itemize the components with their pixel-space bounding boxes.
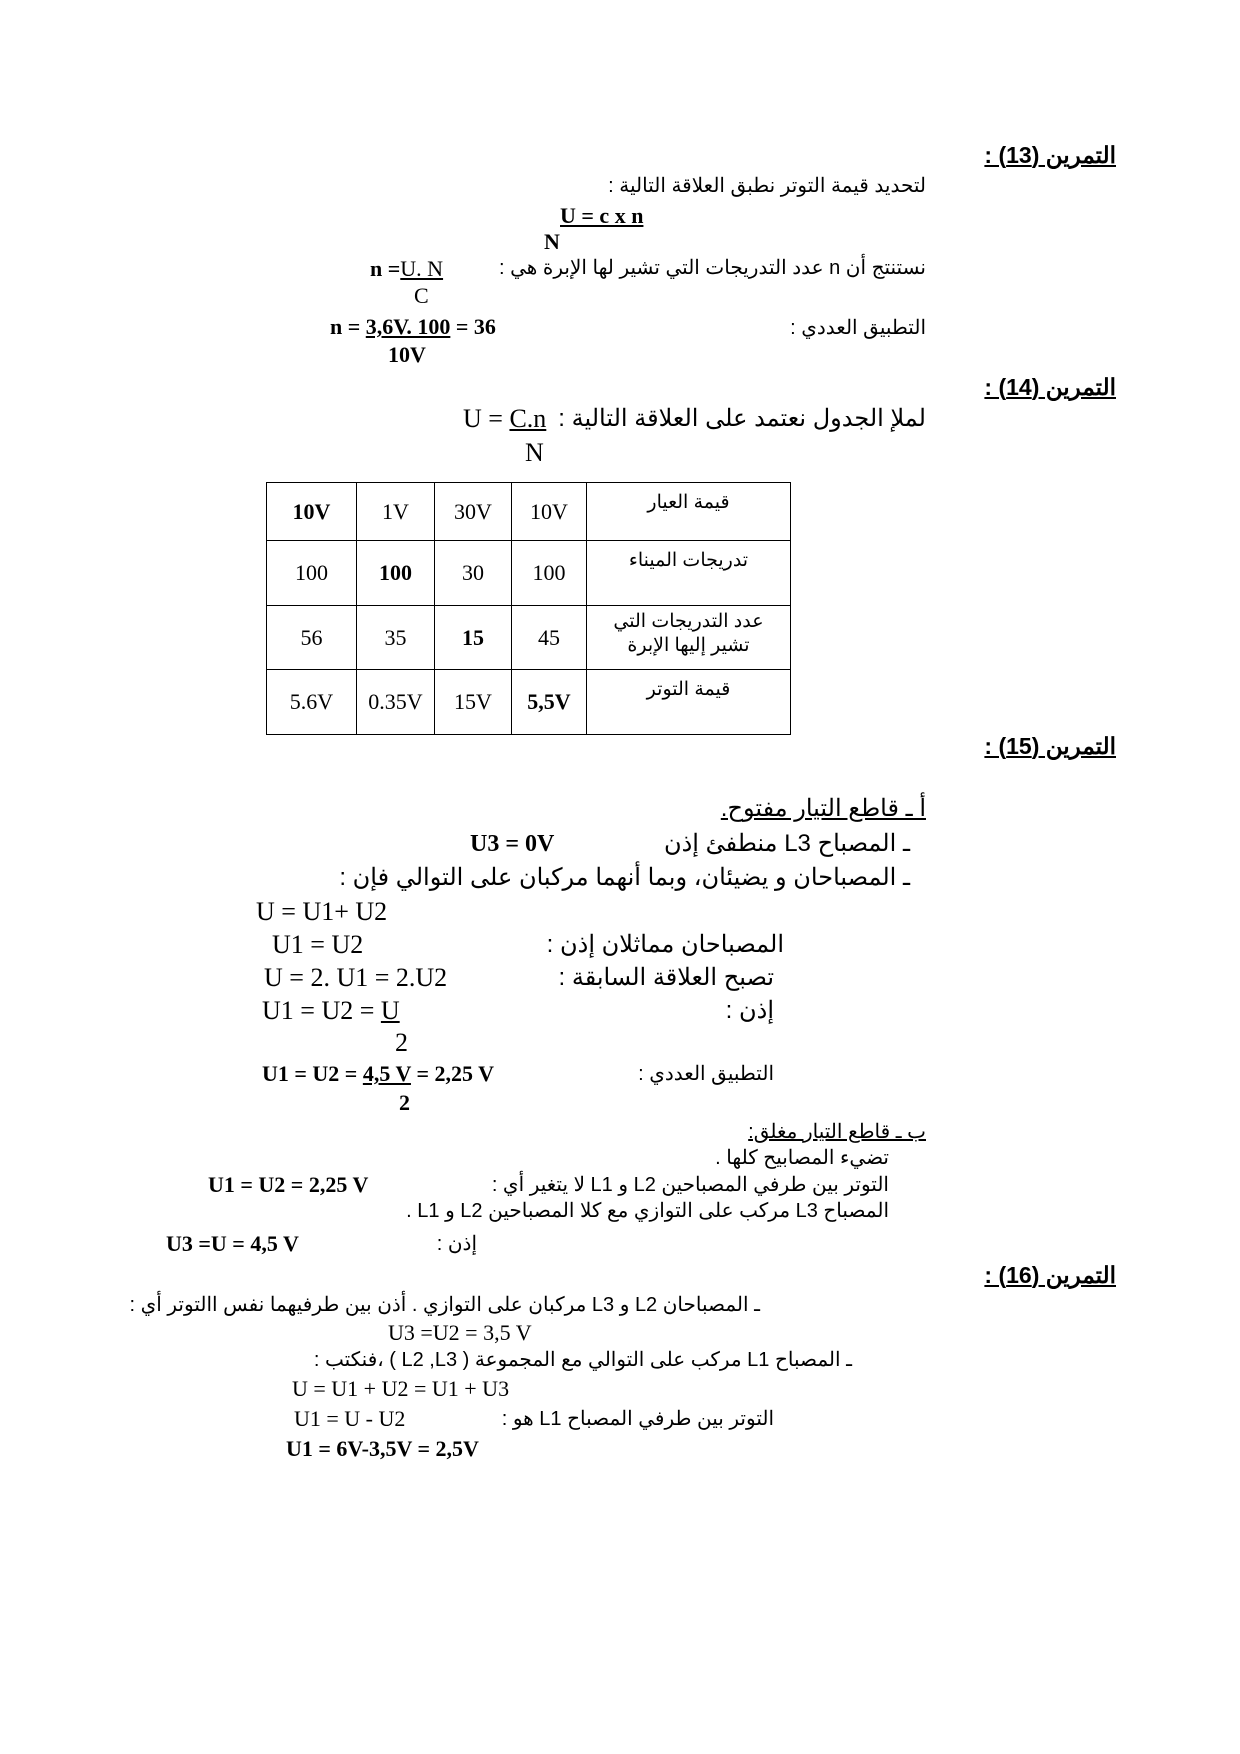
ex15-numeric-denominator: 2 — [399, 1090, 410, 1115]
ex16-eq1: U = U1 + U2 = U1 + U3 — [292, 1376, 510, 1401]
ex16-eq2: U1 = U - U2 — [294, 1406, 406, 1431]
exercise-15-title: التمرين (15) : — [984, 733, 1116, 759]
ex15-eq4-label: إذن : — [725, 997, 774, 1024]
table-cell: 5.6V — [267, 670, 357, 735]
ex13-n-denominator: C — [414, 283, 429, 308]
ex15-numeric-label: التطبيق العددي : — [638, 1063, 774, 1085]
ex15-eq2: U1 = U2 — [272, 930, 364, 959]
ex13-formula-numerator: U = c x n — [560, 203, 644, 228]
ex15-part-b-heading: ب ـ قاطع التيار مغلق: — [748, 1121, 926, 1143]
ex15-eq4-denominator: 2 — [395, 1028, 408, 1057]
ex14-formula: U = C.n — [463, 404, 547, 433]
ex13-apply-denominator: 10V — [388, 342, 426, 367]
ex15-b-line4-result: U3 =U = 4,5 V — [166, 1231, 299, 1256]
table-cell: 100 — [267, 541, 357, 606]
ex15-eq3-label: تصبح العلاقة السابقة : — [558, 964, 774, 991]
table-cell: 15V — [435, 670, 512, 735]
table-row — [267, 670, 791, 735]
table-cell: 100 — [357, 541, 435, 606]
ex16-line1-equation: U3 =U2 = 3,5 V — [388, 1320, 532, 1345]
ex13-deduce: نستنتج أن n عدد التدريجات التي تشير لها الإبرة هي : — [499, 257, 926, 279]
ex15-b-line4: إذن : — [436, 1233, 477, 1255]
row-label: قيمة العيار — [587, 483, 791, 541]
ex13-apply-formula: n = 3,6V. 100 = 36 — [330, 314, 496, 339]
ex16-eq3: U1 = 6V-3,5V = 2,5V — [286, 1436, 479, 1461]
ex13-apply-label: التطبيق العددي : — [790, 317, 926, 339]
table-row — [267, 606, 791, 670]
ex14-formula-denominator: N — [525, 438, 544, 467]
ex15-a-line1: ـ المصباح L3 منطفئ إذن — [663, 830, 910, 857]
exercise-14-title: التمرين (14) : — [984, 374, 1116, 400]
ex15-a-line1-result: U3 = 0V — [470, 831, 555, 857]
ex15-eq1: U = U1+ U2 — [256, 897, 388, 926]
row-label: عدد التدريجات التي تشير إليها الإبرة — [587, 606, 791, 670]
row-label: تدريجات الميناء — [587, 541, 791, 606]
table-cell: 0.35V — [357, 670, 435, 735]
table-cell: 35 — [357, 606, 435, 670]
ex15-b-line2-result: U1 = U2 = 2,25 V — [208, 1172, 369, 1197]
row-label: قيمة التوتر — [587, 670, 791, 735]
ex13-formula-denominator: N — [544, 229, 560, 254]
ex15-eq2-label: المصباحان مماثلان إذن : — [546, 931, 784, 958]
ex15-eq4: U1 = U2 = U — [262, 996, 400, 1025]
table-cell: 100 — [512, 541, 587, 606]
ex16-line1: ـ المصباحان L2 و L3 مركبان على التوازي . أذن بين طرفيهما نفس االتوتر أي : — [129, 1294, 760, 1316]
ex15-b-line1: تضيء المصابيح كلها . — [715, 1147, 889, 1169]
table-cell: 10V — [267, 483, 357, 541]
table-row — [267, 541, 791, 606]
ex15-b-line2: التوتر بين طرفي المصباحين L2 و L1 لا يتغير أي : — [491, 1174, 889, 1196]
ex15-part-a-heading: أ ـ قاطع التيار مفتوح. — [720, 795, 926, 822]
table-cell: 56 — [267, 606, 357, 670]
table-row — [267, 483, 791, 541]
ex16-line2: ـ المصباح L1 مركب على التوالي مع المجموعة ( L2 ,L3 ) ،فنكتب : — [313, 1349, 852, 1371]
table-cell: 15 — [435, 606, 512, 670]
calibre-table — [266, 482, 791, 735]
ex13-intro: لتحديد قيمة التوتر نطبق العلاقة التالية : — [608, 175, 926, 197]
ex15-numeric-formula: U1 = U2 = 4,5 V = 2,25 V — [262, 1061, 494, 1086]
ex15-b-line3: المصباح L3 مركب على التوازي مع كلا المصباحين L2 و L1 . — [406, 1200, 889, 1222]
table-cell: 30V — [435, 483, 512, 541]
table-cell: 10V — [512, 483, 587, 541]
ex14-intro: لملإ الجدول نعتمد على العلاقة التالية : — [558, 405, 926, 432]
exercise-13-title: التمرين (13) : — [984, 142, 1116, 168]
ex15-a-line2: ـ المصباحان و يضيئان، وبما أنهما مركبان على التوالي فإن : — [339, 864, 910, 891]
table-cell: 1V — [357, 483, 435, 541]
table-cell: 5,5V — [512, 670, 587, 735]
ex16-eq2-label: التوتر بين طرفي المصباح L1 هو : — [501, 1408, 774, 1430]
ex13-n-formula: n =U. N — [370, 256, 444, 281]
table-cell: 30 — [435, 541, 512, 606]
exercise-16-title: التمرين (16) : — [984, 1262, 1116, 1288]
table-cell: 45 — [512, 606, 587, 670]
ex15-eq3: U = 2. U1 = 2.U2 — [264, 963, 448, 992]
